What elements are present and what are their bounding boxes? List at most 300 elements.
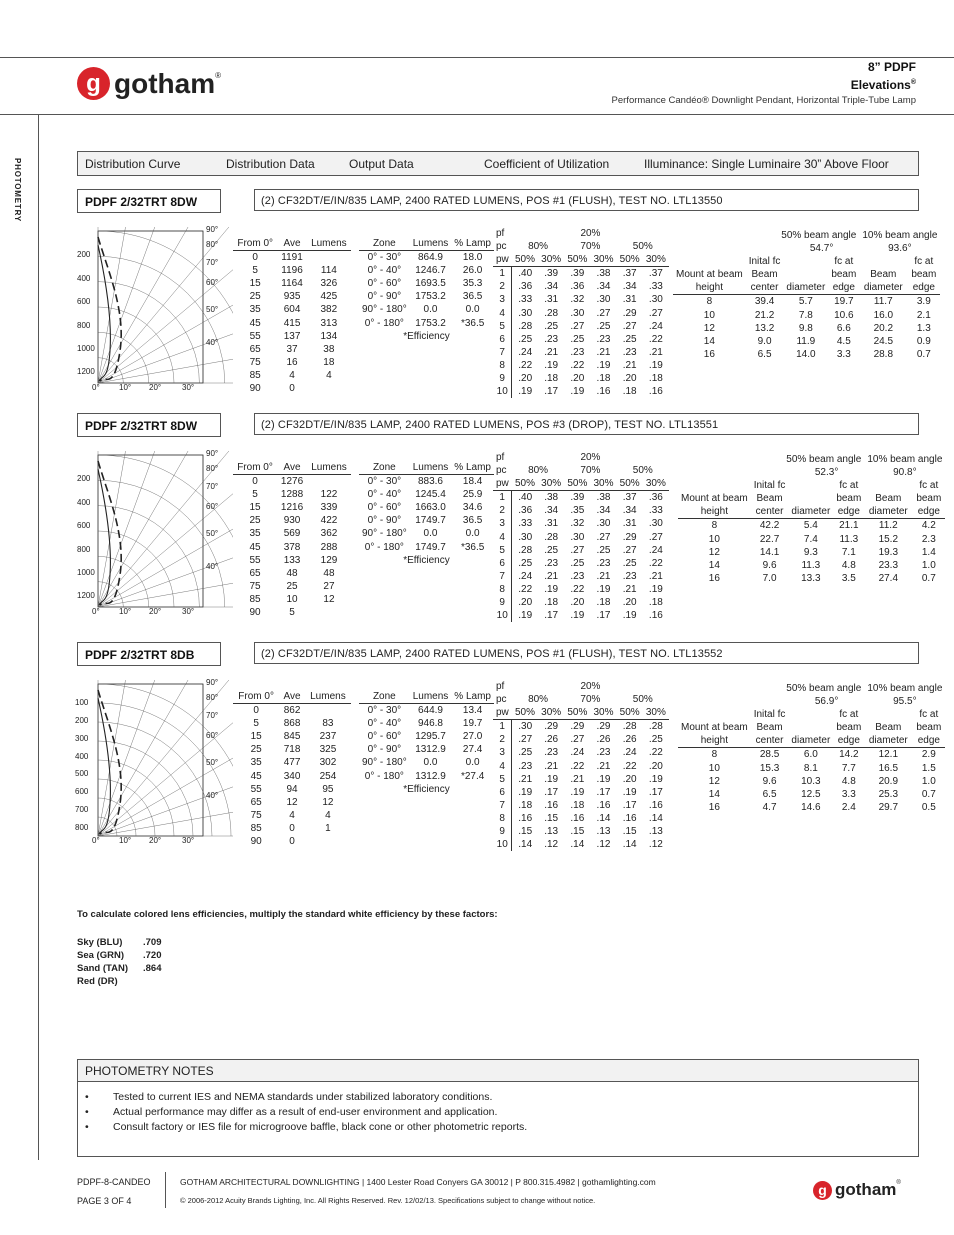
footer-page: PAGE 3 OF 4 xyxy=(77,1196,132,1206)
table-cell: .21 xyxy=(648,570,663,582)
page-subtitle: Elevations® xyxy=(850,78,916,92)
table-cell: *36.5 xyxy=(460,541,485,553)
table-cell: 36.5 xyxy=(462,515,483,527)
beam10-label: 10% beam angle xyxy=(867,683,943,694)
table-cell: .19 xyxy=(622,786,637,798)
table-cell: 85 xyxy=(249,369,261,381)
column-header: Inital fc xyxy=(753,480,786,492)
table-cell: 422 xyxy=(320,515,338,527)
angle-label: 60° xyxy=(206,502,219,511)
table-cell: 38 xyxy=(323,343,335,355)
table-cell: 1753.2 xyxy=(415,291,446,303)
column-header: Lumens xyxy=(410,690,452,704)
table-cell: 326 xyxy=(320,278,338,290)
table-cell: .28 xyxy=(648,721,663,733)
illuminance-table xyxy=(678,453,945,585)
table-cell: 9.3 xyxy=(803,546,818,558)
table-cell: .18 xyxy=(544,373,559,385)
table-cell: 4 xyxy=(325,809,331,821)
table-row xyxy=(359,717,494,730)
table-cell: 95 xyxy=(322,783,334,795)
table-cell: 3 xyxy=(493,517,512,530)
cu-pw-value: 50% xyxy=(564,253,590,267)
table-cell: .24 xyxy=(648,320,663,332)
column-header: Lumens xyxy=(410,461,452,475)
cu-pw-value: 50% xyxy=(617,253,643,267)
table-cell: .16 xyxy=(518,812,533,824)
table-cell: .15 xyxy=(570,826,585,838)
table-cell: .36 xyxy=(570,281,585,293)
spacer xyxy=(678,466,751,479)
table-row xyxy=(233,717,351,730)
illuminance-table xyxy=(673,229,940,361)
column-header: Beam xyxy=(756,493,783,505)
column-header: diameter xyxy=(783,281,828,295)
table-cell: .18 xyxy=(518,799,533,811)
table-row xyxy=(233,290,351,303)
cu-pf-value: 20% xyxy=(580,452,601,463)
table-cell: .18 xyxy=(622,386,637,398)
column-header: center xyxy=(746,281,784,295)
table-cell: 27.0 xyxy=(462,731,483,743)
table-cell: 83 xyxy=(322,718,334,730)
table-cell: 19.3 xyxy=(878,546,899,558)
table-row xyxy=(359,514,494,527)
radial-line xyxy=(98,680,141,836)
radial-line xyxy=(98,258,233,383)
table-cell: 0.5 xyxy=(921,801,936,813)
table-cell: 0° - 40° xyxy=(367,718,402,730)
table-cell: 1 xyxy=(493,720,512,734)
column-header xyxy=(788,721,833,734)
cu-pw-value: 50% xyxy=(564,706,590,720)
table-cell: .14 xyxy=(570,839,585,851)
table-cell: 8 xyxy=(493,583,512,596)
table-cell: 0.0 xyxy=(465,757,480,769)
table-cell: 3.5 xyxy=(841,572,856,584)
table-cell: 16.5 xyxy=(878,762,899,774)
table-header-row xyxy=(233,690,351,704)
table-cell: 7.4 xyxy=(803,533,818,545)
table-cell: 90° - 180° xyxy=(362,304,407,316)
page-title: 8” PDPF xyxy=(867,60,916,74)
table-row xyxy=(359,770,494,783)
table-row xyxy=(493,267,669,281)
table-cell: .25 xyxy=(570,557,585,569)
table-cell: .30 xyxy=(518,307,533,319)
column-header: Lumens xyxy=(410,237,452,251)
table-row xyxy=(359,527,494,540)
table-cell: .21 xyxy=(544,760,559,772)
table-cell: 0 xyxy=(289,836,295,848)
lens-factor-row: Sand (TAN) .864 xyxy=(77,963,162,974)
table-cell: .14 xyxy=(622,839,637,851)
curve-frame xyxy=(98,455,203,607)
table-cell: 0° - 60° xyxy=(367,278,402,290)
angle-label: 90° xyxy=(206,449,219,458)
table-header-row xyxy=(359,237,494,251)
candela-curve-solid xyxy=(98,698,110,834)
table-cell: .20 xyxy=(648,760,663,772)
table-row xyxy=(233,475,351,489)
illum-header-row xyxy=(678,708,945,721)
table-row xyxy=(359,730,494,743)
table-cell: 4 xyxy=(493,531,512,544)
table-cell: .34 xyxy=(622,505,637,517)
illum-header-row xyxy=(678,479,945,492)
table-cell: 12 xyxy=(286,796,298,808)
candela-label: 300 xyxy=(75,733,89,743)
table-cell: 946.8 xyxy=(417,718,443,730)
cu-pf-label: pf xyxy=(496,681,505,692)
column-header: Ave xyxy=(277,237,306,251)
table-row xyxy=(678,801,945,814)
table-cell: 16 xyxy=(286,356,298,368)
table-row xyxy=(359,756,494,769)
candela-label: 800 xyxy=(77,320,91,330)
beam-angle-value-row xyxy=(678,466,945,479)
distribution-data-table xyxy=(233,237,351,395)
section-tabs xyxy=(77,151,919,176)
cu-pc-value: 70% xyxy=(580,465,601,477)
table-cell: 29.7 xyxy=(878,801,899,813)
table-row xyxy=(359,317,494,330)
candela-label: 200 xyxy=(77,250,91,260)
column-header: diameter xyxy=(859,281,907,295)
table-cell: 13.3 xyxy=(801,572,821,584)
table-row xyxy=(233,796,351,809)
table-row xyxy=(359,704,494,718)
table-cell: 930 xyxy=(283,515,301,527)
table-row xyxy=(233,317,351,330)
column-header xyxy=(859,255,907,268)
table-cell: 90° - 180° xyxy=(362,528,407,540)
table-cell: .22 xyxy=(570,359,585,371)
table-cell: 0° - 180° xyxy=(364,317,404,329)
table-cell: .33 xyxy=(648,281,663,293)
beam-angle-row xyxy=(678,453,945,466)
table-cell: 718 xyxy=(283,744,301,756)
table-cell: .17 xyxy=(596,786,611,798)
column-header: Ave xyxy=(277,461,307,475)
table-cell: 114 xyxy=(320,265,337,277)
table-row xyxy=(233,730,351,743)
candela-label: 1000 xyxy=(77,567,95,577)
column-header: diameter xyxy=(788,734,833,748)
table-cell: .15 xyxy=(544,812,559,824)
table-cell: .15 xyxy=(622,826,637,838)
table-row xyxy=(493,786,669,799)
table-cell: 35 xyxy=(250,757,262,769)
table-cell: 129 xyxy=(320,554,338,566)
table-cell: 90 xyxy=(249,383,261,395)
table-cell: 122 xyxy=(320,489,338,501)
table-row xyxy=(678,519,945,533)
table-row xyxy=(233,606,351,619)
distribution-curve xyxy=(73,451,233,616)
table-cell: 26.0 xyxy=(462,265,483,277)
table-cell: 2 xyxy=(493,733,512,746)
table-cell: .20 xyxy=(518,373,533,385)
radial-line xyxy=(98,680,223,836)
footer-copyright: © 2006-2012 Acuity Brands Lighting, Inc. All Rights Reserved. Rev. 12/02/13. Specifications subject to change without notice. xyxy=(180,1196,596,1205)
column-header: diameter xyxy=(864,505,912,519)
distribution-data-table xyxy=(233,461,351,619)
tab-coefficient-utilization: Coefficient of Utilization xyxy=(484,157,610,171)
table-cell: 0.0 xyxy=(465,304,480,316)
brand-name: gotham xyxy=(114,67,216,99)
column-header: % Lamp xyxy=(451,690,494,704)
table-cell: 254 xyxy=(319,770,337,782)
spacer xyxy=(678,695,751,708)
angle-label: 70° xyxy=(206,711,219,720)
table-cell: .36 xyxy=(518,281,533,293)
table-cell: 45 xyxy=(249,317,261,329)
table-cell: .19 xyxy=(622,610,637,622)
table-cell: 12.1 xyxy=(878,749,899,761)
column-header: edge xyxy=(828,281,859,295)
table-cell: .22 xyxy=(570,583,585,595)
table-cell: 20.9 xyxy=(878,775,899,787)
table-cell: 24.5 xyxy=(873,335,894,347)
table-cell: .32 xyxy=(570,518,585,530)
column-header xyxy=(864,708,912,721)
angle-label: 40° xyxy=(206,791,219,800)
table-header-row xyxy=(359,461,494,475)
table-cell: .34 xyxy=(596,505,611,517)
table-cell: 9.8 xyxy=(798,322,813,334)
table-cell: 12 xyxy=(703,322,715,334)
column-header: Zone xyxy=(359,690,410,704)
column-header: beam xyxy=(836,722,862,734)
column-header: Lumens xyxy=(307,461,351,475)
table-cell: .24 xyxy=(648,544,663,556)
column-header: Beam xyxy=(870,269,897,281)
table-cell: 5.7 xyxy=(798,296,813,308)
table-cell: .28 xyxy=(544,307,559,319)
table-cell: 0.7 xyxy=(921,788,936,800)
table-cell: 6.0 xyxy=(803,749,818,761)
table-cell: .30 xyxy=(570,531,585,543)
table-cell: 14.6 xyxy=(801,801,821,813)
table-cell: .27 xyxy=(648,307,663,319)
table-cell: 1 xyxy=(325,822,331,834)
cu-pw-value: 30% xyxy=(643,253,669,267)
angle-axis-label: 30° xyxy=(182,607,195,616)
table-cell: 1749.7 xyxy=(415,541,446,553)
table-cell: 237 xyxy=(319,731,337,743)
table-cell: 8 xyxy=(493,812,512,825)
table-cell: 4 xyxy=(289,369,295,381)
table-cell: 0° - 40° xyxy=(367,265,402,277)
radial-line xyxy=(98,482,233,607)
illum-header-row xyxy=(678,492,945,505)
table-cell: .12 xyxy=(544,839,559,851)
cu-pw-value: 30% xyxy=(538,706,564,720)
table-row xyxy=(678,533,945,546)
cu-pw-value: 30% xyxy=(590,477,616,491)
table-cell: .28 xyxy=(622,721,637,733)
cu-pw-value: 30% xyxy=(643,477,669,491)
table-cell: 0° - 90° xyxy=(367,515,402,527)
table-row xyxy=(233,343,351,356)
table-cell: .25 xyxy=(648,734,663,746)
table-cell: .37 xyxy=(622,492,637,504)
table-cell: 339 xyxy=(320,502,338,514)
cu-pw-value: 50% xyxy=(512,706,538,720)
column-header: beam xyxy=(916,722,942,734)
angle-axis-label: 0° xyxy=(92,607,100,616)
table-cell: .19 xyxy=(648,583,663,595)
table-cell: .27 xyxy=(596,531,611,543)
table-cell: .23 xyxy=(544,747,559,759)
cu-pc-value: 50% xyxy=(632,694,653,706)
table-cell: 10 xyxy=(493,385,512,398)
table-cell: .40 xyxy=(518,268,533,280)
table-cell: .24 xyxy=(570,747,585,759)
column-header: Zone xyxy=(359,237,410,251)
table-cell: 21.2 xyxy=(754,309,775,321)
table-cell: 5 xyxy=(493,544,512,557)
table-cell: 4 xyxy=(289,809,295,821)
table-cell: 6 xyxy=(493,333,512,346)
table-cell: .25 xyxy=(622,333,637,345)
table-cell: 37 xyxy=(286,343,298,355)
table-cell: 0° - 60° xyxy=(367,502,402,514)
table-cell: 18 xyxy=(323,356,335,368)
lens-factor-list xyxy=(77,936,162,988)
table-cell: .22 xyxy=(622,760,637,772)
table-cell: .19 xyxy=(570,786,585,798)
table-cell: 1245.4 xyxy=(415,489,446,501)
column-header: Inital fc xyxy=(753,709,786,721)
table-cell: 0° - 40° xyxy=(367,489,402,501)
table-cell: .13 xyxy=(596,826,611,838)
table-row xyxy=(673,295,940,309)
table-cell: 20.2 xyxy=(873,322,894,334)
table-cell: 1312.9 xyxy=(415,770,446,782)
table-cell: 45 xyxy=(249,541,261,553)
table-row xyxy=(493,333,669,346)
table-cell xyxy=(307,382,351,395)
table-row xyxy=(359,501,494,514)
table-row xyxy=(493,293,669,306)
table-cell: 7.8 xyxy=(798,309,813,321)
table-cell: 90 xyxy=(249,607,261,619)
column-header: Lumens xyxy=(305,690,351,704)
table-cell: .16 xyxy=(622,812,637,824)
table-cell: .23 xyxy=(544,557,559,569)
table-cell: 16 xyxy=(703,348,715,360)
table-cell: .19 xyxy=(648,773,663,785)
table-cell: 0 xyxy=(289,822,295,834)
table-cell: 7.1 xyxy=(841,546,856,558)
table-cell: 85 xyxy=(249,593,261,605)
table-row xyxy=(678,775,945,788)
table-cell: .30 xyxy=(648,294,663,306)
table-cell: 14.2 xyxy=(839,749,859,761)
table-cell: 48 xyxy=(323,567,335,579)
table-cell: .36 xyxy=(518,505,533,517)
cu-pc-row xyxy=(493,240,669,253)
angle-label: 90° xyxy=(206,225,219,234)
table-row xyxy=(493,491,669,505)
candela-label: 1000 xyxy=(77,343,95,353)
table-row xyxy=(678,572,945,585)
cu-pf-label: pf xyxy=(496,452,505,463)
table-cell: 862 xyxy=(283,705,301,717)
table-cell: .18 xyxy=(544,597,559,609)
table-cell: 1.5 xyxy=(921,762,936,774)
table-row xyxy=(233,743,351,756)
table-cell: 864.9 xyxy=(417,252,443,264)
cu-pf-row xyxy=(493,227,669,240)
table-cell: 2.1 xyxy=(916,309,931,321)
table-row xyxy=(493,746,669,759)
table-cell: 313 xyxy=(320,317,338,329)
table-cell: .25 xyxy=(518,557,533,569)
column-header xyxy=(788,708,833,721)
cu-pf-value: 20% xyxy=(580,228,601,239)
table-cell: .18 xyxy=(648,373,663,385)
cu-pc-value: 50% xyxy=(632,465,653,477)
table-cell: 1246.7 xyxy=(415,265,446,277)
table-cell: .31 xyxy=(622,294,637,306)
table-cell: .39 xyxy=(570,268,585,280)
table-cell: 1.0 xyxy=(921,775,936,787)
table-cell: 8 xyxy=(711,749,718,761)
table-cell: 1 xyxy=(493,491,512,505)
table-cell: .23 xyxy=(596,333,611,345)
table-cell: 9.6 xyxy=(762,775,777,787)
candela-label: 400 xyxy=(75,751,89,761)
table-cell: 2.9 xyxy=(921,749,936,761)
table-row xyxy=(233,488,351,501)
table-row xyxy=(493,280,669,293)
table-cell: 16 xyxy=(708,801,720,813)
angle-axis-label: 20° xyxy=(149,383,162,392)
angle-label: 60° xyxy=(206,731,219,740)
table-cell: 2 xyxy=(493,504,512,517)
table-cell: .36 xyxy=(648,492,663,504)
table-cell: .22 xyxy=(648,747,663,759)
table-row xyxy=(493,733,669,746)
table-cell: .17 xyxy=(544,610,559,622)
table-cell: 14 xyxy=(708,788,720,800)
table-cell: 16 xyxy=(708,572,720,584)
lens-factor-row: Sky (BLU) .709 xyxy=(77,937,162,948)
product-description: Performance Candéo® Downlight Pendant, Horizontal Triple-Tube Lamp xyxy=(611,95,916,106)
table-row xyxy=(233,580,351,593)
table-cell: 27.4 xyxy=(878,572,899,584)
table-cell: 35 xyxy=(249,528,261,540)
table-cell: 9 xyxy=(493,372,512,385)
table-cell: 569 xyxy=(283,528,301,540)
column-header: Mount at beam xyxy=(681,722,748,734)
table-cell: 13.4 xyxy=(462,705,483,717)
table-cell: *36.5 xyxy=(460,317,485,329)
cu-pw-value: 50% xyxy=(617,477,643,491)
table-cell: 362 xyxy=(320,528,338,540)
table-cell: 0° - 180° xyxy=(364,541,404,553)
table-cell: .23 xyxy=(570,346,585,358)
angle-label: 70° xyxy=(206,482,219,491)
table-cell: 19.7 xyxy=(462,718,483,730)
table-cell: 6.6 xyxy=(836,322,851,334)
radial-line xyxy=(98,451,141,607)
table-cell: 9 xyxy=(493,596,512,609)
cu-pw-row xyxy=(493,477,669,491)
